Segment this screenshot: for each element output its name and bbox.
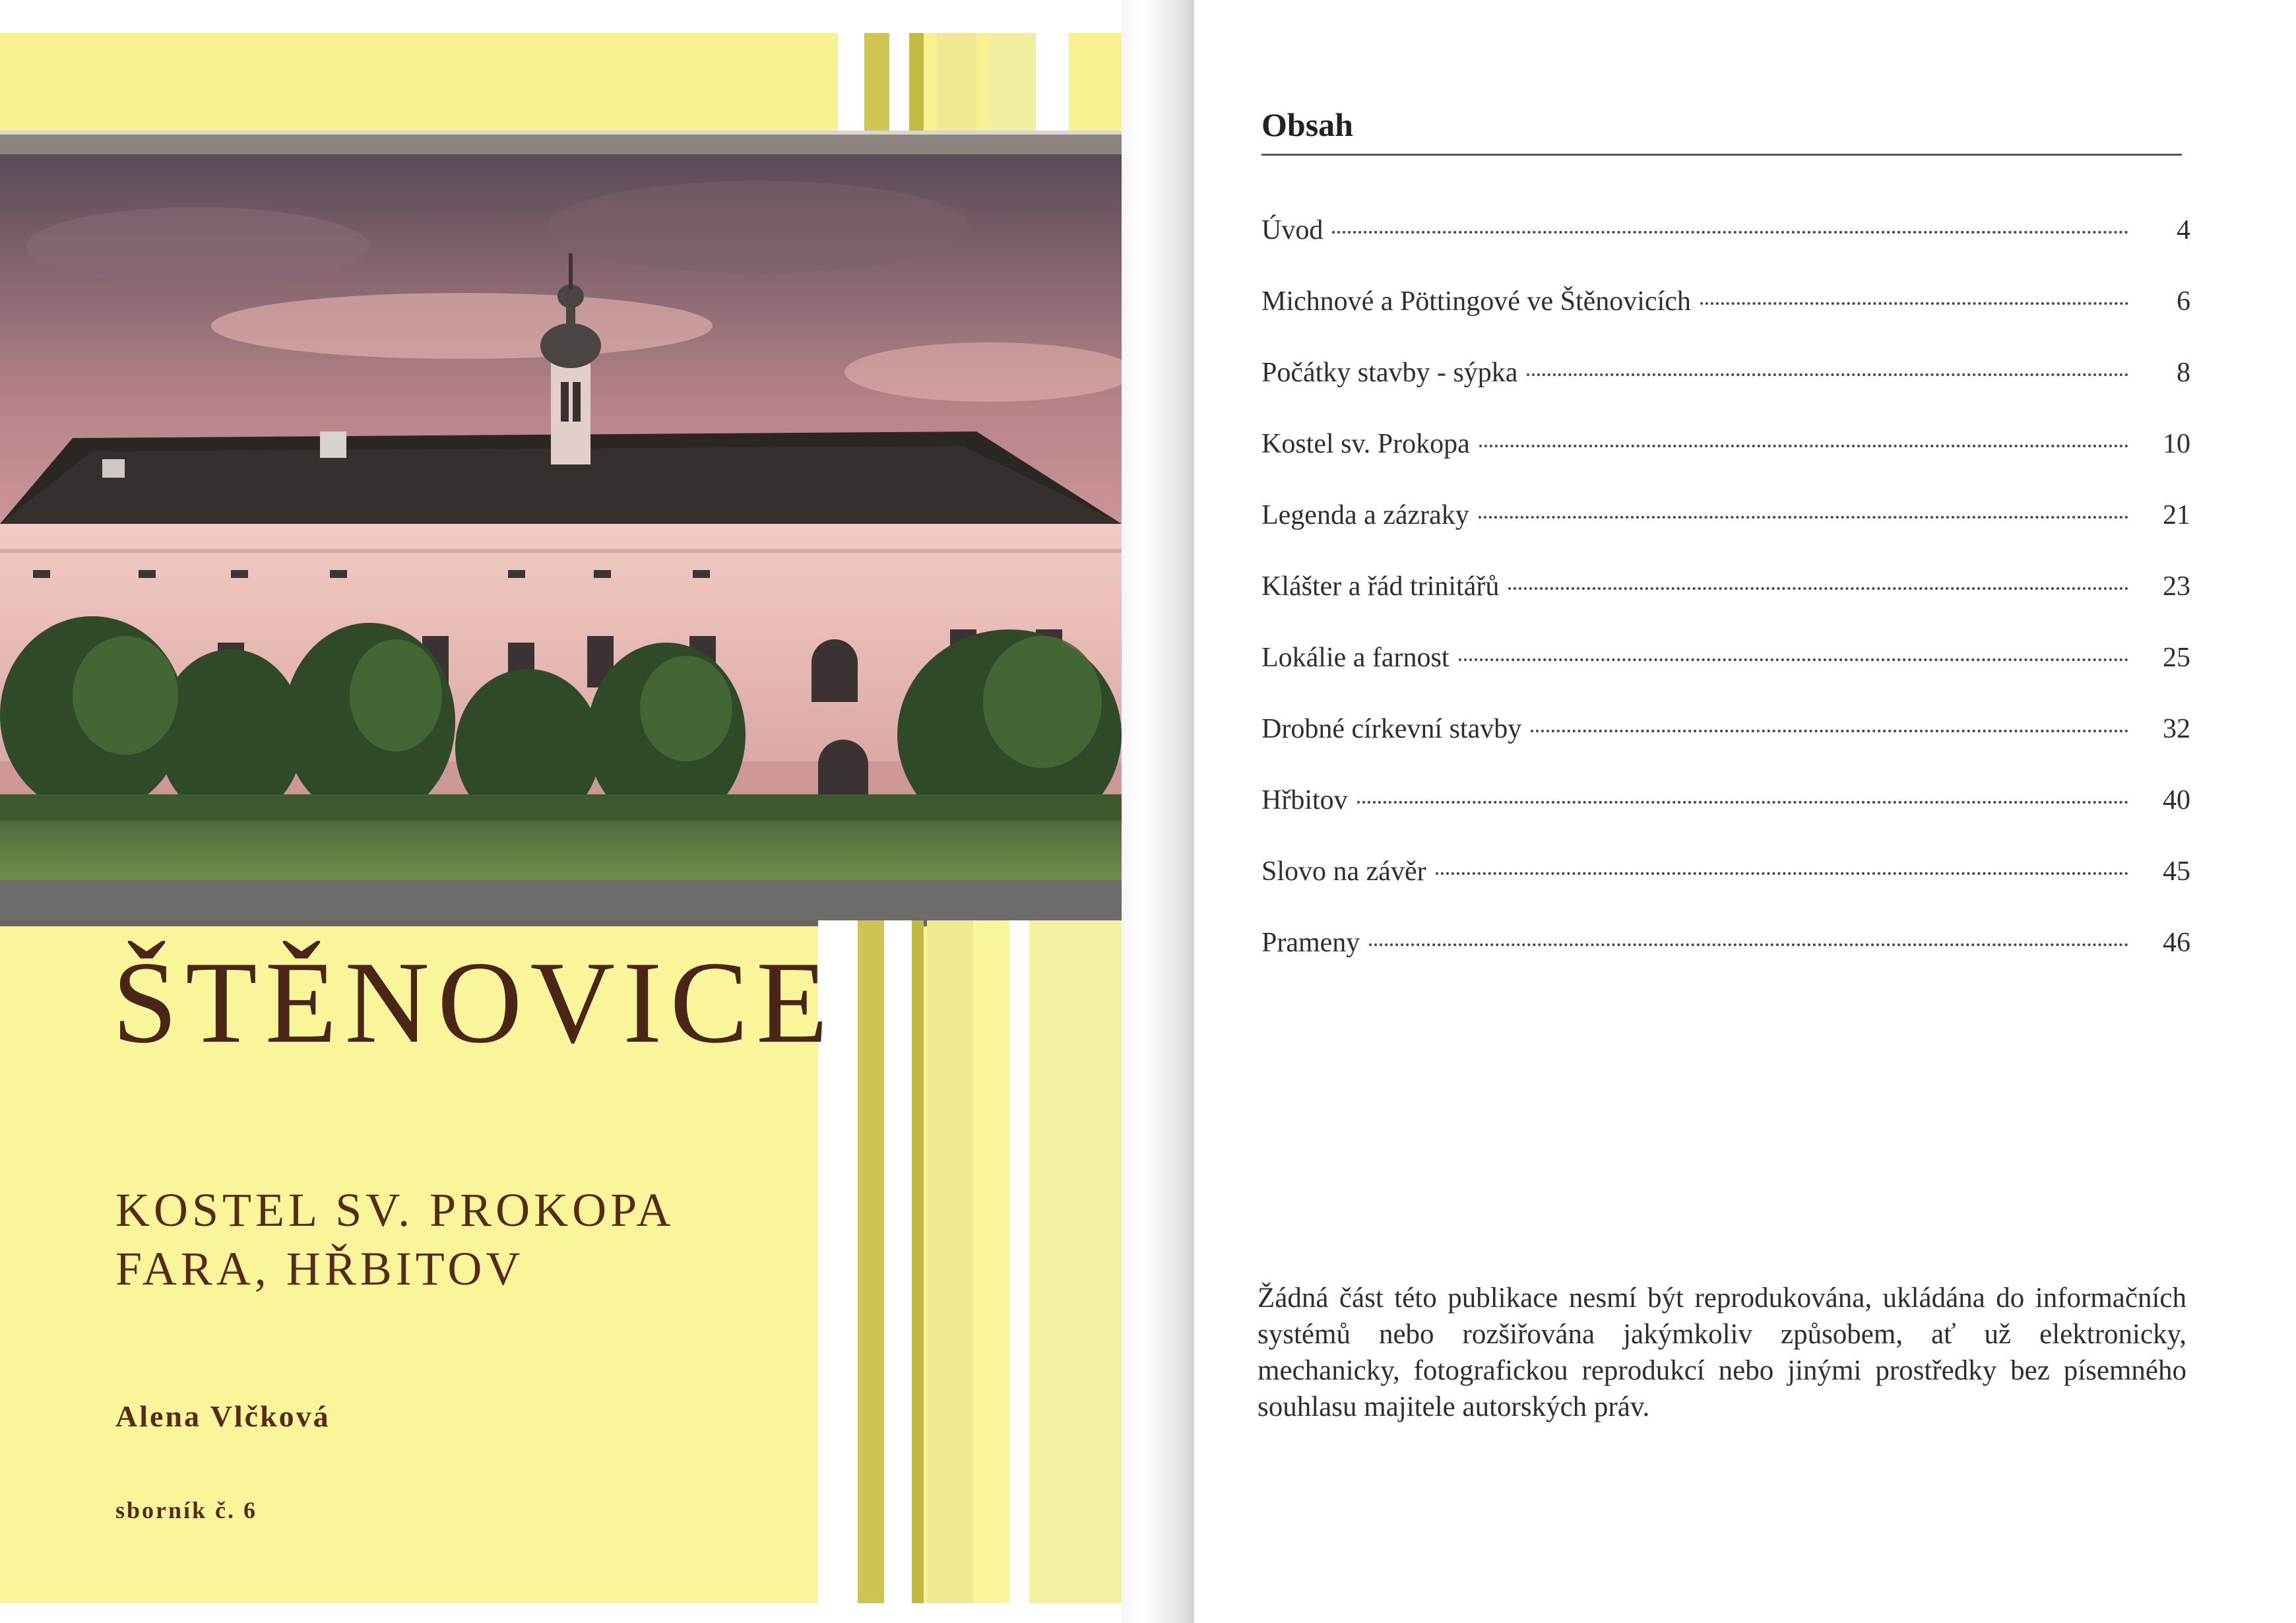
cover-stripe (884, 920, 912, 1603)
cover-stripe (838, 33, 864, 132)
cover-subtitle (115, 1181, 775, 1299)
cover-stripe (912, 920, 924, 1603)
toc-entry-label: Drobné církevní stavby (1261, 714, 1522, 744)
toc-entry[interactable] (1261, 357, 2190, 428)
toc-entry-label: Prameny (1261, 928, 1360, 958)
toc-entry-label: Lokálie a farnost (1261, 643, 1450, 673)
toc-heading: Obsah (1261, 106, 1353, 143)
toc-leader-dots (1479, 445, 2128, 447)
cover-stripe (889, 33, 909, 132)
toc-leader-dots (1700, 302, 2128, 305)
toc-entry-label: Úvod (1261, 215, 1323, 245)
toc-leader-dots (1459, 658, 2128, 661)
cover-stripe (973, 920, 1009, 1603)
toc-entry-page: 32 (2163, 714, 2190, 744)
toc-entry[interactable] (1261, 927, 2190, 998)
toc-leader-dots (1369, 943, 2128, 946)
cover-photo (0, 154, 1122, 880)
toc-entry-label: Slovo na závěr (1261, 856, 1426, 887)
toc-entry[interactable] (1261, 784, 2190, 856)
toc-entry-page: 45 (2163, 856, 2190, 887)
cover-title: ŠTĚNOVICE (112, 937, 836, 1067)
toc-entry[interactable] (1261, 214, 2190, 286)
toc-heading-rule (1261, 154, 2182, 156)
cover-subtitle-line2: FARA, HŘBITOV (115, 1242, 525, 1296)
toc-entry[interactable] (1261, 571, 2190, 642)
toc-entry[interactable] (1261, 642, 2190, 713)
toc-entry[interactable] (1261, 856, 2190, 927)
cover-author: Alena Vlčková (115, 1399, 331, 1433)
toc-entry-label: Počátky stavby - sýpka (1261, 358, 1518, 388)
toc-entry-page: 6 (2177, 286, 2190, 317)
cover-stripe (1036, 33, 1069, 132)
toc-leader-dots (1357, 801, 2128, 804)
toc-leader-dots (1436, 872, 2128, 875)
cover-stripe (909, 33, 924, 132)
toc-entry-page: 46 (2163, 928, 2190, 958)
toc-list (1261, 214, 2190, 998)
toc-entry-page: 10 (2163, 429, 2190, 459)
toc-entry-page: 8 (2177, 358, 2190, 388)
book-cover (0, 33, 1122, 1603)
cover-stripe (927, 920, 973, 1603)
book-gutter (1122, 0, 1194, 1623)
toc-entry-page: 25 (2163, 643, 2190, 673)
toc-entry-page: 21 (2163, 500, 2190, 530)
toc-entry-page: 23 (2163, 571, 2190, 602)
toc-leader-dots (1531, 730, 2128, 732)
toc-entry-page: 40 (2163, 785, 2190, 815)
cover-stripe (937, 33, 976, 132)
cover-series: sborník č. 6 (115, 1497, 258, 1523)
cover-stripe (990, 33, 1036, 132)
cover-photo-frame (0, 131, 1122, 926)
copyright-notice: Žádná část této publikace nesmí být reprodukována, ukládána do informačních systémů nebo rozšiřována jakýmkoliv způsobem, ať už elektronicky, mechanicky, fotografickou reprodukcí nebo jinými prostředky bez písemného souhlasu majitele autorských práv. (1258, 1283, 2186, 1422)
cover-subtitle-line1: KOSTEL SV. PROKOPA (115, 1184, 675, 1236)
toc-entry[interactable] (1261, 499, 2190, 571)
cover-stripe (1029, 920, 1122, 1603)
toc-entry-label: Kostel sv. Prokopa (1261, 429, 1470, 459)
toc-leader-dots (1527, 373, 2128, 376)
toc-entry-page: 4 (2177, 215, 2190, 245)
toc-entry[interactable] (1261, 286, 2190, 357)
toc-leader-dots (1332, 231, 2128, 234)
toc-leader-dots (1508, 587, 2128, 590)
toc-entry-label: Michnové a Pöttingové ve Štěnovicích (1261, 286, 1691, 317)
cover-stripe (1009, 920, 1029, 1603)
cover-stripe (864, 33, 889, 132)
church-building-photo (0, 154, 1122, 880)
toc-entry-label: Hřbitov (1261, 785, 1348, 815)
toc-entry[interactable] (1261, 428, 2190, 499)
toc-entry-label: Legenda a zázraky (1261, 500, 1469, 530)
toc-leader-dots (1479, 516, 2128, 519)
toc-entry-label: Klášter a řád trinitářů (1261, 571, 1500, 602)
toc-entry[interactable] (1261, 713, 2190, 784)
